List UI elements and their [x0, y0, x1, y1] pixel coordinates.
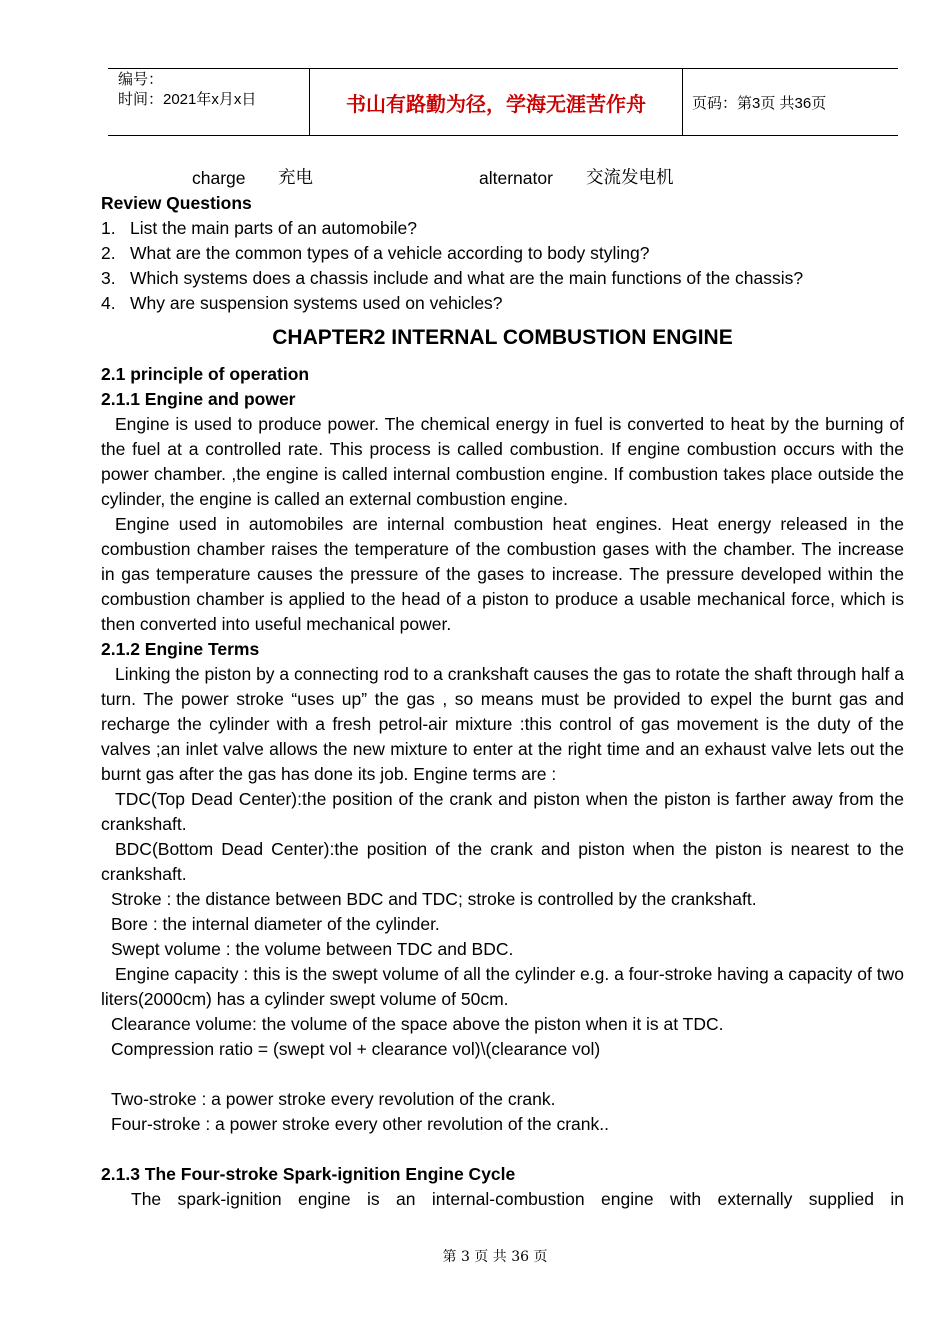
term-definition: Two-stroke : a power stroke every revolution of the crank.	[111, 1089, 556, 1109]
vocab-term: charge	[192, 168, 246, 188]
page-header	[108, 68, 898, 136]
header-number: 编号：	[118, 71, 164, 88]
paragraph: Linking the piston by a connecting rod to a crankshaft causes the gas to rotate the shaft through half a turn. The power stroke “uses up” the gas , so means must be provided to expel the burnt gas and recharge the cylinder with a fresh petrol-air mixture :this control of gas movement is the duty of the valves ;an inlet valve allows the new mixture to enter at the right time and an exhaust valve lets out the burnt gas after the gas has done its job. Engine terms are :	[101, 664, 904, 784]
vocab-row	[101, 166, 904, 191]
paragraph: The spark-ignition engine is an internal-combustion engine with externally supplied in	[131, 1189, 904, 1209]
page-footer: 第 3 页 共 36 页	[442, 1249, 548, 1265]
list-text: What are the common types of a vehicle according to body styling?	[130, 243, 650, 263]
list-item	[101, 216, 904, 241]
list-number: 4.	[101, 293, 116, 313]
list-item	[101, 266, 904, 291]
term-definition: Compression ratio = (swept vol + clearance vol)\(clearance vol)	[111, 1039, 601, 1059]
header-time: 时间：2021年x月x日	[118, 91, 257, 108]
list-number: 1.	[101, 218, 116, 238]
chapter-title: CHAPTER2 INTERNAL COMBUSTION ENGINE	[272, 326, 733, 349]
list-text: Which systems does a chassis include and what are the main functions of the chassis?	[130, 268, 804, 288]
header-motto: 书山有路勤为径，学海无涯苦作舟	[346, 91, 646, 116]
spacer	[101, 1137, 904, 1162]
term-definition: Engine capacity : this is the swept volume of all the cylinder e.g. a four-stroke having a capacity of two liters(2000cm) has a cylinder swept volume of 50cm.	[101, 964, 904, 1009]
document-body	[101, 166, 904, 1212]
vocab-translation: 充电	[278, 168, 313, 188]
list-text: Why are suspension systems used on vehicles?	[130, 293, 503, 313]
vocab-translation: 交流发电机	[586, 168, 674, 188]
section-heading: 2.1.2 Engine Terms	[101, 639, 260, 659]
paragraph: Engine is used to produce power. The chemical energy in fuel is converted to heat by the burning of the fuel at a controlled rate. This process is called combustion. If engine combustion occurs with the power chamber. ,the engine is called internal combustion engine. If combustion takes place outside the cylinder, the engine is called an external combustion engine.	[101, 414, 904, 509]
term-definition: BDC(Bottom Dead Center):the position of the crank and piston when the piston is nearest to the crankshaft.	[101, 839, 904, 884]
term-definition: Clearance volume: the volume of the space above the piston when it is at TDC.	[111, 1014, 724, 1034]
list-item	[101, 291, 904, 316]
term-definition: Swept volume : the volume between TDC and BDC.	[111, 939, 514, 959]
term-definition: Bore : the internal diameter of the cylinder.	[111, 914, 440, 934]
section-heading: 2.1.3 The Four-stroke Spark-ignition Engine Cycle	[101, 1164, 516, 1184]
header-page-number: 页码：第3页 共36页	[692, 94, 827, 112]
term-definition: Four-stroke : a power stroke every other revolution of the crank..	[111, 1114, 609, 1134]
list-item	[101, 241, 904, 266]
header-meta	[118, 70, 256, 110]
section-heading: 2.1.1 Engine and power	[101, 389, 296, 409]
vocab-term: alternator	[479, 168, 553, 188]
term-definition: TDC(Top Dead Center):the position of the crank and piston when the piston is farther away from the crankshaft.	[101, 789, 904, 834]
term-definition: Stroke : the distance between BDC and TDC; stroke is controlled by the crankshaft.	[111, 889, 757, 909]
review-heading: Review Questions	[101, 193, 252, 213]
header-divider	[682, 68, 683, 136]
section-heading: 2.1 principle of operation	[101, 364, 310, 384]
list-text: List the main parts of an automobile?	[130, 218, 417, 238]
paragraph: Engine used in automobiles are internal combustion heat engines. Heat energy released in the combustion chamber raises the temperature of the combustion gases with the chamber. The increase in gas temperature causes the pressure of the gases to increase. The pressure developed within the combustion chamber is applied to the head of a piston to produce a usable mechanical force, which is then converted into useful mechanical power.	[101, 514, 904, 634]
list-number: 2.	[101, 243, 116, 263]
list-number: 3.	[101, 268, 116, 288]
spacer	[101, 1062, 904, 1087]
